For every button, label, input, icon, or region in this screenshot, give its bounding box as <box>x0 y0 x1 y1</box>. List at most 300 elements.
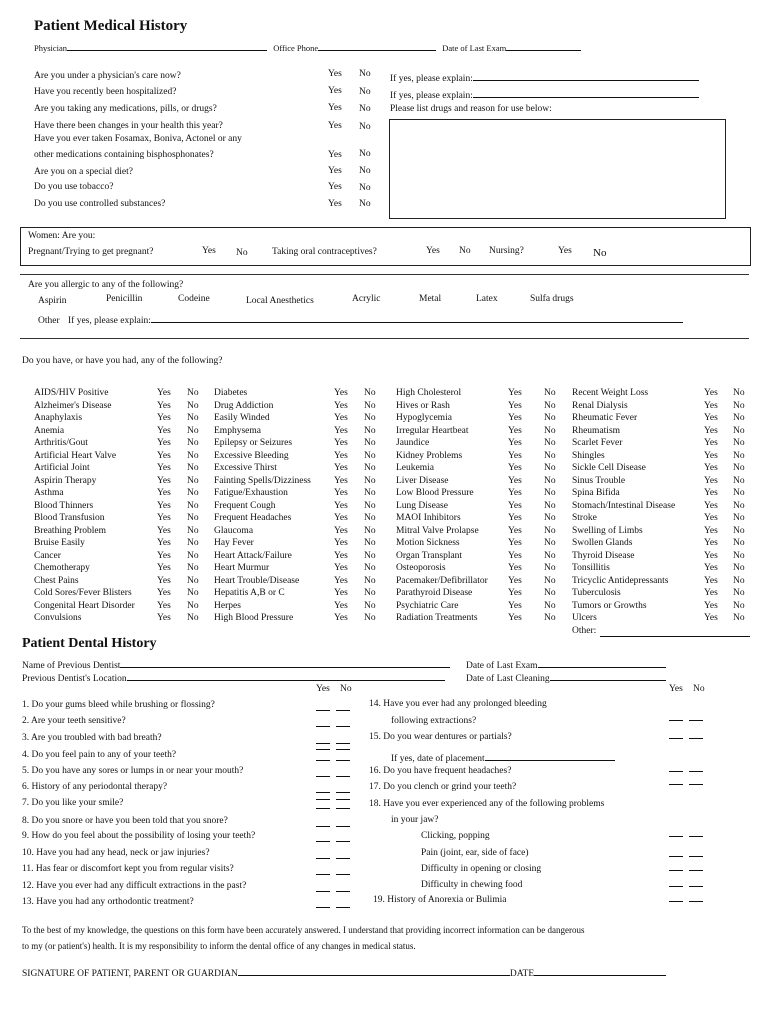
no-answer-blank[interactable] <box>689 784 703 785</box>
yes-option[interactable]: Yes <box>508 450 522 461</box>
yes-option[interactable]: Yes <box>328 199 342 209</box>
no-option[interactable]: No <box>544 475 556 486</box>
signature-field[interactable] <box>238 965 510 976</box>
last-cleaning-field[interactable] <box>550 670 666 681</box>
yes-option[interactable]: Yes <box>334 588 348 598</box>
yes-answer-blank[interactable] <box>669 720 683 721</box>
no-option[interactable]: No <box>187 613 199 623</box>
yes-option[interactable]: Yes <box>157 538 171 548</box>
yes-option[interactable]: Yes <box>334 538 348 548</box>
yes-option[interactable]: Yes <box>704 600 718 611</box>
condition-label: Fatigue/Exhaustion <box>214 488 288 498</box>
yes-option[interactable]: Yes <box>334 388 348 398</box>
yes-option[interactable]: Yes <box>328 150 342 160</box>
no-answer-blank[interactable] <box>689 886 703 887</box>
explain-field[interactable] <box>473 87 699 98</box>
yes-option[interactable]: Yes <box>704 388 718 398</box>
yes-option[interactable]: Yes <box>334 475 348 486</box>
no-option[interactable]: No <box>544 600 556 611</box>
last-cleaning-row: Date of Last Cleaning <box>466 670 666 684</box>
yes-option[interactable]: Yes <box>508 588 522 598</box>
no-answer-blank[interactable] <box>336 826 350 827</box>
no-option[interactable]: No <box>544 463 556 473</box>
yes-option[interactable]: Yes <box>334 575 348 586</box>
yes-option[interactable]: Yes <box>328 86 342 96</box>
office-phone-field[interactable] <box>318 40 436 51</box>
condition-label: Artificial Joint <box>34 463 90 473</box>
yes-option[interactable]: Yes <box>508 500 522 511</box>
condition-label: Glaucoma <box>214 525 254 536</box>
yes-option[interactable]: Yes <box>508 513 522 523</box>
no-option[interactable]: No <box>544 438 556 448</box>
yes-option[interactable]: Yes <box>157 450 171 461</box>
no-answer-blank[interactable] <box>689 836 703 837</box>
yes-option[interactable]: Yes <box>704 538 718 548</box>
yes-option[interactable]: Yes <box>157 575 171 586</box>
condition-label: Rheumatism <box>572 425 621 436</box>
jaw-problem: Clicking, popping <box>421 831 490 841</box>
no-option[interactable]: No <box>459 246 471 256</box>
statement-line: to my (or patient's) health. It is my responsibility to inform the dental office of any changes in medical status. <box>22 941 416 951</box>
allergy-other-row: Other If yes, please explain: <box>38 312 683 326</box>
prev-location-field[interactable] <box>127 670 445 681</box>
condition-label: Parathyroid Disease <box>396 588 473 598</box>
condition-label: Blood Thinners <box>34 500 94 511</box>
no-option[interactable]: No <box>187 425 199 436</box>
yes-option[interactable]: Yes <box>508 425 522 436</box>
no-option[interactable]: No <box>544 388 556 398</box>
yes-option[interactable]: Yes <box>157 588 171 598</box>
yes-option[interactable]: Yes <box>157 413 171 423</box>
oral-contraceptives-label: Taking oral contraceptives? <box>272 247 377 257</box>
no-option[interactable]: No <box>733 400 745 411</box>
no-option[interactable]: No <box>733 513 745 523</box>
yes-option[interactable]: Yes <box>704 488 718 498</box>
no-option[interactable]: No <box>733 500 745 511</box>
yes-option[interactable]: Yes <box>328 166 342 176</box>
yes-answer-blank[interactable] <box>669 901 683 902</box>
no-option[interactable]: No <box>359 149 371 159</box>
dental-question: 3. Are you troubled with bad breath? <box>22 733 162 743</box>
yes-option[interactable]: Yes <box>704 588 718 598</box>
divider <box>20 338 749 339</box>
yes-option[interactable]: Yes <box>334 450 348 461</box>
yes-option[interactable]: Yes <box>558 246 572 256</box>
no-option[interactable]: No <box>733 450 745 461</box>
no-option[interactable]: No <box>187 400 199 411</box>
no-option[interactable]: No <box>364 588 376 598</box>
placement-row: If yes, date of placement <box>391 750 615 764</box>
yes-option[interactable]: Yes <box>202 246 216 256</box>
yes-option[interactable]: Yes <box>704 550 718 561</box>
no-answer-blank[interactable] <box>336 808 350 809</box>
yes-option[interactable]: Yes <box>508 563 522 573</box>
no-option[interactable]: No <box>733 475 745 486</box>
no-answer-blank[interactable] <box>336 891 350 892</box>
yes-option[interactable]: Yes <box>508 413 522 423</box>
condition-label: Cancer <box>34 550 61 561</box>
no-option[interactable]: No <box>544 400 556 411</box>
no-option[interactable]: No <box>187 588 199 598</box>
no-option[interactable]: No <box>544 413 556 423</box>
no-option[interactable]: No <box>359 199 371 209</box>
no-option[interactable]: No <box>364 400 376 411</box>
condition-label: Excessive Thirst <box>214 463 277 473</box>
dental-question: 6. History of any periodontal therapy? <box>22 782 168 792</box>
no-option[interactable]: No <box>364 550 376 561</box>
no-answer-blank[interactable] <box>689 901 703 902</box>
no-answer-blank[interactable] <box>689 738 703 739</box>
yes-answer-blank[interactable] <box>316 743 330 744</box>
yes-option[interactable]: Yes <box>704 513 718 523</box>
condition-label: Heart Attack/Failure <box>214 550 292 561</box>
explain-field[interactable] <box>473 70 699 81</box>
no-option[interactable]: No <box>359 183 371 193</box>
no-option[interactable]: No <box>544 538 556 548</box>
yes-option[interactable]: Yes <box>334 550 348 561</box>
yes-option[interactable]: Yes <box>334 563 348 573</box>
no-option[interactable]: No <box>359 122 371 132</box>
yes-option[interactable]: Yes <box>508 400 522 411</box>
yes-option[interactable]: Yes <box>157 500 171 511</box>
yes-answer-blank[interactable] <box>669 771 683 772</box>
yes-option[interactable]: Yes <box>508 475 522 486</box>
condition-label: Tricyclic Antidepressants <box>572 575 669 586</box>
prev-dentist-field[interactable] <box>120 657 450 668</box>
no-option[interactable]: No <box>544 613 556 623</box>
no-option[interactable]: No <box>364 500 376 511</box>
explain-row: If yes, please explain: <box>390 87 699 101</box>
last-exam-field[interactable] <box>506 40 581 51</box>
allergy-item[interactable]: Codeine <box>178 294 210 304</box>
yes-option[interactable]: Yes <box>426 246 440 256</box>
no-option[interactable]: No <box>733 525 745 536</box>
yes-option[interactable]: Yes <box>328 182 342 192</box>
no-option[interactable]: No <box>544 525 556 536</box>
no-option[interactable]: No <box>544 575 556 586</box>
yes-option[interactable]: Yes <box>704 563 718 573</box>
yes-option[interactable]: Yes <box>334 500 348 511</box>
no-option[interactable]: No <box>544 500 556 511</box>
yes-answer-blank[interactable] <box>316 726 330 727</box>
no-answer-blank[interactable] <box>689 870 703 871</box>
no-option[interactable]: No <box>187 438 199 448</box>
yes-option[interactable]: Yes <box>508 600 522 611</box>
no-option[interactable]: No <box>733 563 745 573</box>
yes-option[interactable]: Yes <box>157 513 171 523</box>
condition-label: Shingles <box>572 450 605 461</box>
no-option[interactable]: No <box>544 513 556 523</box>
conditions-question: Do you have, or have you had, any of the following? <box>22 356 223 366</box>
yes-answer-blank[interactable] <box>669 886 683 887</box>
yes-answer-blank[interactable] <box>316 891 330 892</box>
no-answer-blank[interactable] <box>336 726 350 727</box>
yes-answer-blank[interactable] <box>316 776 330 777</box>
no-option[interactable]: No <box>359 104 371 114</box>
no-option[interactable]: No <box>733 538 745 548</box>
no-option[interactable]: No <box>544 550 556 561</box>
allergy-item[interactable]: Metal <box>419 294 442 304</box>
condition-label: Heart Murmur <box>214 563 270 573</box>
no-option[interactable]: No <box>364 438 376 448</box>
yes-option[interactable]: Yes <box>508 463 522 473</box>
no-answer-blank[interactable] <box>336 874 350 875</box>
yes-answer-blank[interactable] <box>316 749 330 750</box>
no-option[interactable]: No <box>733 550 745 561</box>
yes-answer-blank[interactable] <box>316 907 330 908</box>
no-option[interactable]: No <box>187 488 199 498</box>
no-option[interactable]: No <box>187 575 199 586</box>
no-option[interactable]: No <box>593 247 607 259</box>
yes-answer-blank[interactable] <box>316 710 330 711</box>
allergy-item[interactable]: Latex <box>476 294 498 304</box>
no-option[interactable]: No <box>733 575 745 586</box>
yes-answer-blank[interactable] <box>316 858 330 859</box>
allergy-question: Are you allergic to any of the following? <box>28 280 184 290</box>
other-condition-field[interactable] <box>600 626 750 637</box>
yes-option[interactable]: Yes <box>334 413 348 423</box>
yes-answer-blank[interactable] <box>316 799 330 800</box>
women-label: Women: Are you: <box>28 231 96 241</box>
no-answer-blank[interactable] <box>336 907 350 908</box>
no-option[interactable]: No <box>364 475 376 486</box>
yes-option[interactable]: Yes <box>704 400 718 411</box>
yes-answer-blank[interactable] <box>669 738 683 739</box>
yes-answer-blank[interactable] <box>316 792 330 793</box>
dental-title: Patient Dental History <box>22 636 157 651</box>
no-option[interactable]: No <box>544 488 556 498</box>
no-option[interactable]: No <box>364 600 376 611</box>
no-option[interactable]: No <box>364 388 376 398</box>
yes-header: Yes <box>669 684 683 694</box>
yes-option[interactable]: Yes <box>508 550 522 561</box>
yes-option[interactable]: Yes <box>704 450 718 461</box>
no-option[interactable]: No <box>187 475 199 486</box>
allergy-item[interactable]: Sulfa drugs <box>530 294 574 304</box>
yes-option[interactable]: Yes <box>508 388 522 398</box>
condition-label: Rheumatic Fever <box>572 413 638 423</box>
yes-option[interactable]: Yes <box>704 500 718 511</box>
yes-option[interactable]: Yes <box>328 121 342 131</box>
no-option[interactable]: No <box>544 588 556 598</box>
yes-option[interactable]: Yes <box>508 538 522 548</box>
no-option[interactable]: No <box>544 425 556 436</box>
no-option[interactable]: No <box>733 588 745 598</box>
yes-option[interactable]: Yes <box>157 563 171 573</box>
allergy-item[interactable]: Penicillin <box>106 294 143 304</box>
allergy-item[interactable]: Aspirin <box>38 296 67 306</box>
no-answer-blank[interactable] <box>336 799 350 800</box>
no-option[interactable]: No <box>187 538 199 548</box>
yes-option[interactable]: Yes <box>704 463 718 473</box>
yes-answer-blank[interactable] <box>669 870 683 871</box>
no-answer-blank[interactable] <box>336 760 350 761</box>
yes-option[interactable]: Yes <box>704 575 718 586</box>
condition-label: Leukemia <box>396 463 434 473</box>
dental-question: 18. Have you ever experienced any of the following problems <box>369 799 605 809</box>
no-option[interactable]: No <box>364 463 376 473</box>
yes-answer-blank[interactable] <box>316 808 330 809</box>
yes-answer-blank[interactable] <box>316 874 330 875</box>
no-option[interactable]: No <box>364 575 376 586</box>
physician-field[interactable] <box>67 40 267 51</box>
yes-answer-blank[interactable] <box>669 856 683 857</box>
no-answer-blank[interactable] <box>336 841 350 842</box>
yes-answer-blank[interactable] <box>316 841 330 842</box>
yes-option[interactable]: Yes <box>157 613 171 623</box>
no-option[interactable]: No <box>364 488 376 498</box>
yes-option[interactable]: Yes <box>508 438 522 448</box>
no-answer-blank[interactable] <box>336 749 350 750</box>
condition-label: Kidney Problems <box>396 450 463 461</box>
yes-option[interactable]: Yes <box>334 600 348 611</box>
no-option[interactable]: No <box>187 550 199 561</box>
condition-label: Tuberculosis <box>572 588 621 598</box>
yes-option[interactable]: Yes <box>334 400 348 411</box>
no-answer-blank[interactable] <box>336 792 350 793</box>
yes-answer-blank[interactable] <box>669 784 683 785</box>
yes-option[interactable]: Yes <box>704 438 718 448</box>
no-option[interactable]: No <box>187 600 199 611</box>
no-option[interactable]: No <box>359 87 371 97</box>
no-answer-blank[interactable] <box>689 856 703 857</box>
yes-option[interactable]: Yes <box>508 525 522 536</box>
no-answer-blank[interactable] <box>336 710 350 711</box>
yes-option[interactable]: Yes <box>334 613 348 623</box>
yes-option[interactable]: Yes <box>157 475 171 486</box>
condition-label: Anaphylaxis <box>34 413 83 423</box>
yes-option[interactable]: Yes <box>508 575 522 586</box>
no-answer-blank[interactable] <box>336 776 350 777</box>
yes-option[interactable]: Yes <box>334 425 348 436</box>
no-option[interactable]: No <box>364 525 376 536</box>
pregnant-label: Pregnant/Trying to get pregnant? <box>28 247 154 257</box>
no-option[interactable]: No <box>733 413 745 423</box>
condition-label: Emphysema <box>214 425 261 436</box>
yes-answer-blank[interactable] <box>316 826 330 827</box>
allergy-item[interactable]: Acrylic <box>352 294 381 304</box>
condition-label: Scarlet Fever <box>572 438 623 448</box>
dental-question: in your jaw? <box>391 815 439 825</box>
condition-label: Easily Winded <box>214 413 270 423</box>
condition-label: High Cholesterol <box>396 388 462 398</box>
no-option[interactable]: No <box>359 69 371 79</box>
drugs-textarea[interactable] <box>389 119 726 219</box>
yes-option[interactable]: Yes <box>704 475 718 486</box>
yes-option[interactable]: Yes <box>157 400 171 411</box>
condition-label: Swollen Glands <box>572 538 633 548</box>
no-option[interactable]: No <box>187 563 199 573</box>
yes-option[interactable]: Yes <box>157 488 171 498</box>
no-option[interactable]: No <box>187 525 199 536</box>
yes-option[interactable]: Yes <box>328 69 342 79</box>
condition-label: Fainting Spells/Dizziness <box>214 475 311 486</box>
no-option[interactable]: No <box>544 563 556 573</box>
dental-last-exam-field[interactable] <box>538 657 666 668</box>
no-option[interactable]: No <box>733 463 745 473</box>
yes-answer-blank[interactable] <box>316 760 330 761</box>
yes-option[interactable]: Yes <box>157 525 171 536</box>
no-option[interactable]: No <box>236 248 248 258</box>
yes-answer-blank[interactable] <box>669 836 683 837</box>
condition-label: AIDS/HIV Positive <box>34 388 109 398</box>
no-answer-blank[interactable] <box>689 771 703 772</box>
yes-option[interactable]: Yes <box>704 613 718 623</box>
signature-date-field[interactable] <box>534 965 666 976</box>
no-option[interactable]: No <box>187 388 199 398</box>
no-option[interactable]: No <box>733 488 745 498</box>
no-option[interactable]: No <box>364 425 376 436</box>
placement-date-field[interactable] <box>485 750 615 761</box>
dental-question: 2. Are your teeth sensitive? <box>22 716 126 726</box>
yes-option[interactable]: Yes <box>157 463 171 473</box>
yes-option[interactable]: Yes <box>334 488 348 498</box>
no-option[interactable]: No <box>364 413 376 423</box>
allergy-explain-field[interactable] <box>151 312 683 323</box>
no-option[interactable]: No <box>187 513 199 523</box>
yes-option[interactable]: Yes <box>334 438 348 448</box>
no-option[interactable]: No <box>364 513 376 523</box>
yes-option[interactable]: Yes <box>704 425 718 436</box>
question-label: Have there been changes in your health this year? <box>34 121 223 131</box>
no-option[interactable]: No <box>733 388 745 398</box>
no-header: No <box>340 684 352 694</box>
condition-label: Liver Disease <box>396 475 449 486</box>
no-option[interactable]: No <box>733 600 745 611</box>
no-option[interactable]: No <box>364 563 376 573</box>
yes-option[interactable]: Yes <box>334 513 348 523</box>
no-option[interactable]: No <box>733 613 745 623</box>
yes-option[interactable]: Yes <box>334 525 348 536</box>
no-option[interactable]: No <box>733 438 745 448</box>
yes-option[interactable]: Yes <box>704 413 718 423</box>
no-option[interactable]: No <box>187 500 199 511</box>
yes-option[interactable]: Yes <box>157 425 171 436</box>
condition-label: Ulcers <box>572 613 597 623</box>
yes-option[interactable]: Yes <box>157 438 171 448</box>
yes-option[interactable]: Yes <box>334 463 348 473</box>
yes-option[interactable]: Yes <box>508 488 522 498</box>
no-option[interactable]: No <box>733 425 745 436</box>
condition-label: Stroke <box>572 513 597 523</box>
yes-option[interactable]: Yes <box>157 600 171 611</box>
question-label: Are you under a physician's care now? <box>34 71 181 81</box>
no-answer-blank[interactable] <box>336 858 350 859</box>
no-answer-blank[interactable] <box>689 720 703 721</box>
dental-question: 17. Do you clench or grind your teeth? <box>369 782 517 792</box>
allergy-item[interactable]: Local Anesthetics <box>246 296 314 306</box>
condition-label: Epilepsy or Seizures <box>214 438 293 448</box>
dental-question: 19. History of Anorexia or Bulimia <box>373 895 507 905</box>
no-option[interactable]: No <box>359 166 371 176</box>
dental-question: 4. Do you feel pain to any of your teeth? <box>22 750 177 760</box>
no-option[interactable]: No <box>187 413 199 423</box>
no-option[interactable]: No <box>544 450 556 461</box>
yes-option[interactable]: Yes <box>157 550 171 561</box>
condition-label: Tumors or Growths <box>572 600 647 611</box>
no-answer-blank[interactable] <box>336 743 350 744</box>
no-option[interactable]: No <box>364 538 376 548</box>
yes-option[interactable]: Yes <box>157 388 171 398</box>
no-option[interactable]: No <box>364 613 376 623</box>
prev-location-row: Previous Dentist's Location <box>22 670 445 684</box>
no-option[interactable]: No <box>187 450 199 461</box>
no-option[interactable]: No <box>364 450 376 461</box>
yes-option[interactable]: Yes <box>704 525 718 536</box>
yes-option[interactable]: Yes <box>328 103 342 113</box>
no-option[interactable]: No <box>187 463 199 473</box>
yes-option[interactable]: Yes <box>508 613 522 623</box>
